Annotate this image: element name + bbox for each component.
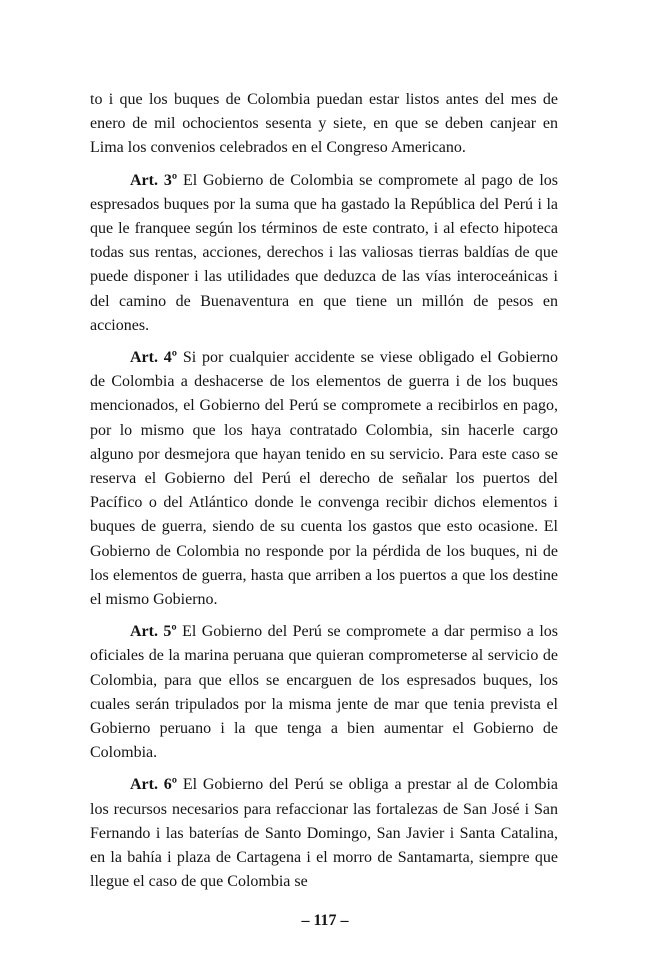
article-4-text: Si por cualquier accidente se viese obligado el Gobierno de Colombia a deshacerse de los elementos de guerra i de los buques mencionados, el Gobierno del Perú se compromete a recibirlos en pago, por lo mismo que los haya contratado Colombia, sin hacerle cargo alguno por desmejora que hayan tenido en su servicio. Para este caso se reserva el Gobierno del Perú el derecho de señalar los puertos del Pacífico o del Atlántico donde le convenga recibir dichos elementos i buques de guerra, siendo de su cuenta los gastos que esto ocasione. El Gobierno de Colombia no responde por la pérdida de los buques, ni de los elementos de guerra, hasta que arriben a los puertos a que los destine el mismo Gobierno.: [90, 349, 558, 609]
article-4-label: Art. 4º: [130, 349, 178, 367]
article-5-label: Art. 5º: [130, 623, 177, 641]
article-3-text: El Gobierno de Colombia se compromete al pago de los espresados buques por la suma que ha gastado la República del Perú i la que le franquee según los términos de este contrato, i al efecto hipoteca todas sus rentas, acciones, derechos i las valiosas tierras baldías de que puede disponer i las utilidades que deduzca de las vías interoceánicas i del camino de Buenaventura en que tiene un millón de pesos en acciones.: [90, 171, 559, 334]
page-body: [90, 88, 558, 903]
article-3-paragraph: [90, 169, 558, 338]
article-5-paragraph: [90, 620, 558, 765]
article-4-paragraph: [90, 346, 558, 612]
article-5-text: El Gobierno del Perú se compromete a dar permiso a los oficiales de la marina peruana que quieran comprometerse al servicio de Colombia, para que ellos se encarguen de los espresados buques, los cuales serán tripulados por la misma jente de mar que tenia prevista el Gobierno peruano i la que tenga a bien aumentar el Gobierno de Colombia.: [90, 623, 558, 762]
page-number: – 117 –: [301, 912, 349, 929]
article-6-text: El Gobierno del Perú se obliga a prestar al de Colombia los recursos necesarios para refaccionar las fortalezas de San José i San Fernando i las baterías de Santo Domingo, San Javier i Santa Catalina, en la bahía i plaza de Cartagena i el morro de Santamarta, siempre que llegue el caso de que Colombia se: [90, 776, 559, 891]
continuation-paragraph: to i que los buques de Colombia puedan estar listos antes del mes de enero de mil ochocientos sesenta y siete, en que se deben canjear en Lima los convenios celebrados en el Congreso Americano.: [90, 91, 558, 157]
article-6-label: Art. 6º: [130, 776, 178, 794]
article-3-label: Art. 3º: [130, 171, 178, 189]
article-6-paragraph: [90, 773, 558, 894]
